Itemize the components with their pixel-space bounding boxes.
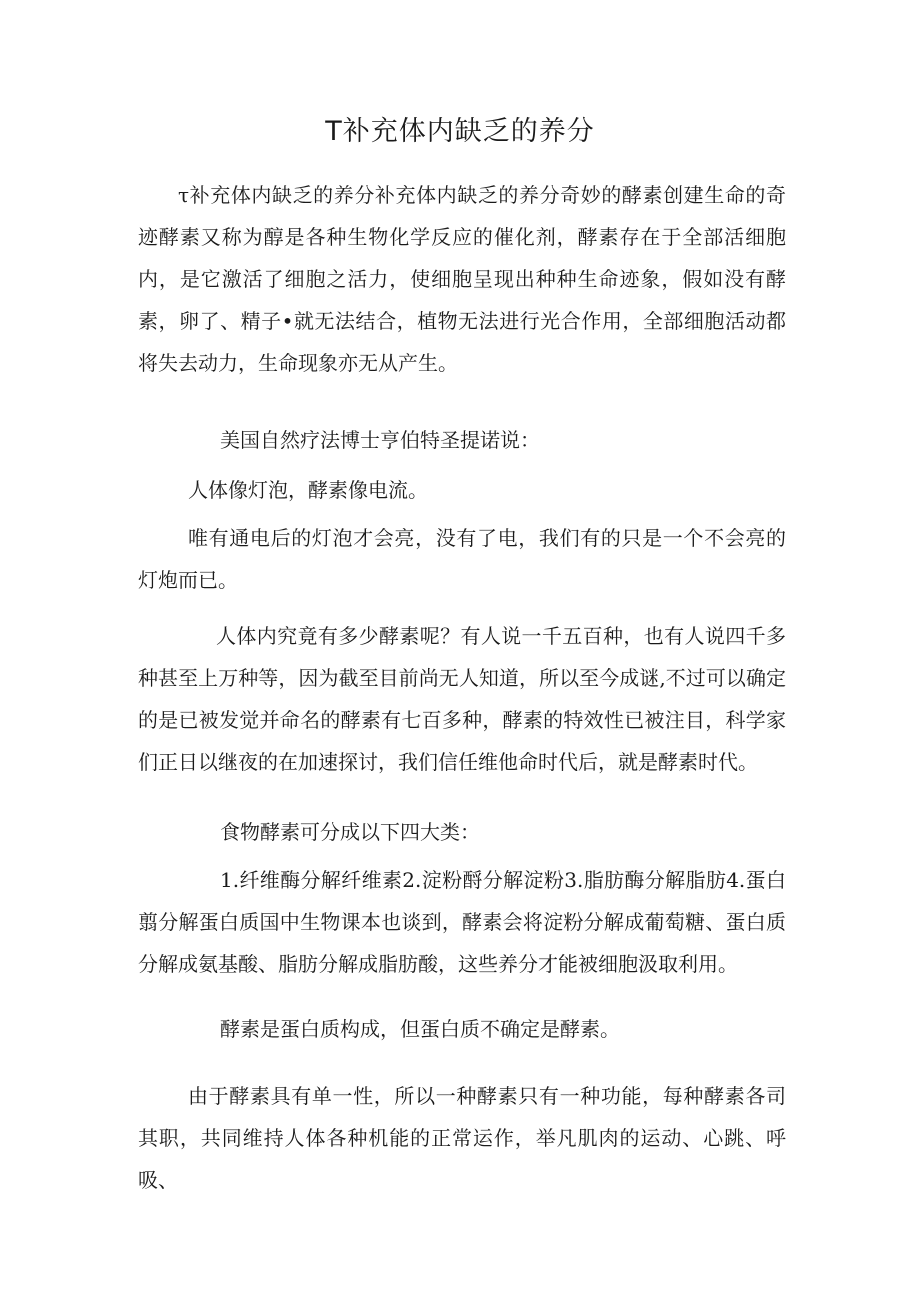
page-title: T补充体内缺乏的养分 xyxy=(325,116,595,147)
paragraph-analogy: 人体像灯泡，酵素像电流。 xyxy=(188,478,428,502)
paragraph-quote-intro: 美国自然疗法博士亨伯特圣提诺说： xyxy=(220,428,540,452)
paragraph-protein: 酵素是蛋白质构成，但蛋白质不确定是酵素。 xyxy=(220,1017,620,1041)
paragraph-categories-intro: 食物酵素可分成以下四大类： xyxy=(220,820,480,844)
paragraph-categories: 1.纤维酶分解纤维素2.淀粉酹分解淀粉3.脂肪酶分解脂肪4.蛋白翦分解蛋白质国中生物课本也谈到，酵素会将淀粉分解成葡萄糖、蛋白质分解成氨基酸、脂肪分解成脂肪酸，这些养分才能被细胞汲取利用。 xyxy=(138,868,786,976)
paragraph-enzyme-count: 人体内究竟有多少酵素呢？有人说一千五百种，也有人说四千多种甚至上万种等，因为截至目前尚无人知道，所以至今成谜,不过可以确定的是已被发觉并命名的酵素有七百多种，酵素的特效性已被注目，科学家们正日以继夜的在加速探讨，我们信任维他命时代后，就是酵素时代。 xyxy=(138,624,786,774)
paragraph-intro: τ补充体内缺乏的养分补充体内缺乏的养分奇妙的酵素创建生命的奇迹酵素又称为醇是各种生物化学反应的催化剂，酵素存在于全部活细胞内，是它激活了细胞之活力，使细胞呈现出种种生命迹象，假如没有酵素，卵了、精子•就无法结合，植物无法进行光合作用，全部细胞活动都将失去动力，生命现象亦无从产生。 xyxy=(138,183,786,375)
paragraph-bulb: 唯有通电后的灯泡才会亮，没有了电，我们有的只是一个不会亮的灯炮而已。 xyxy=(138,526,786,592)
paragraph-specificity: 由于酵素具有单一性，所以一种酵素只有一种功能，每种酵素各司其职，共同维持人体各种机能的正常运作，举凡肌肉的运动、心跳、呼吸、 xyxy=(138,1084,786,1192)
